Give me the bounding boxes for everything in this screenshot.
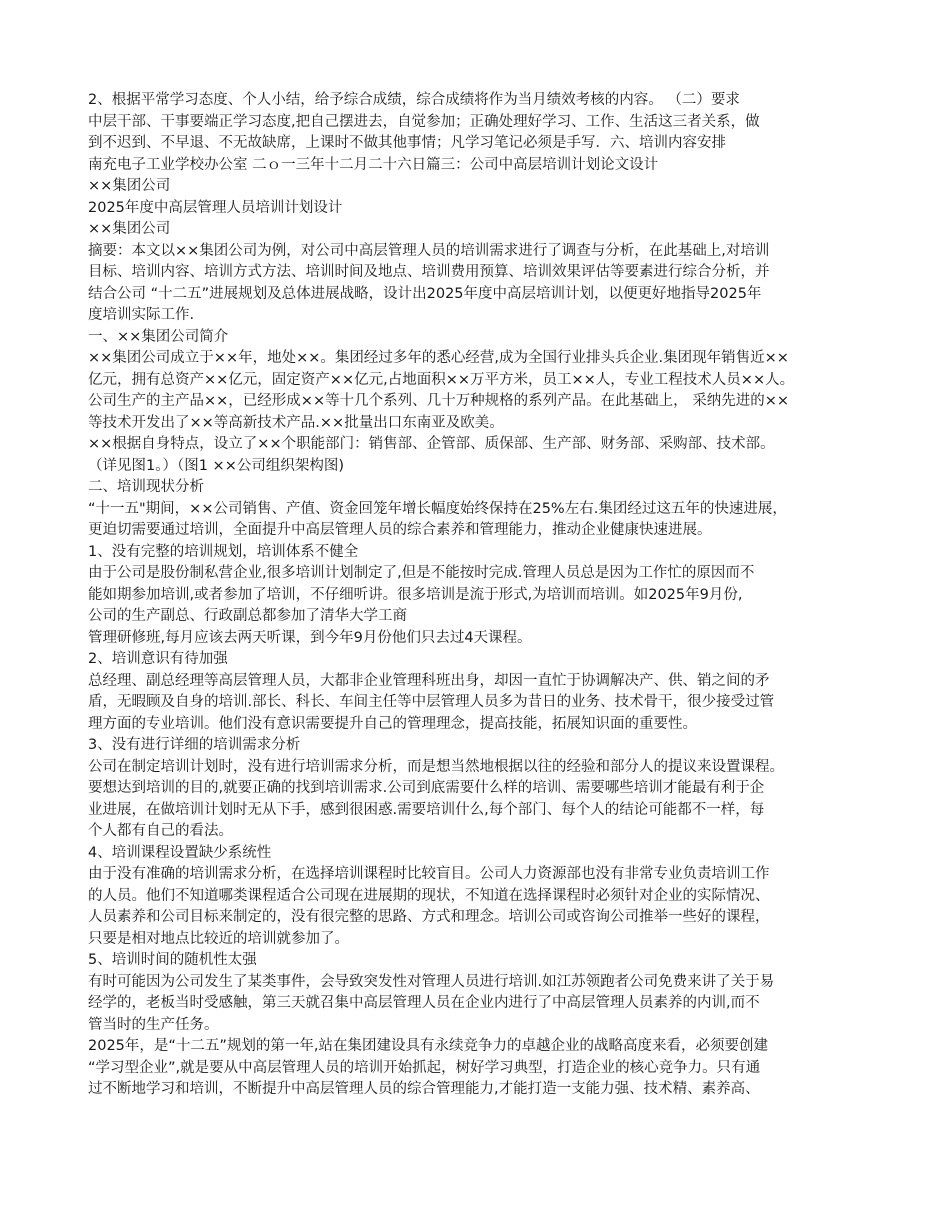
text-line: 到不迟到、不早退、不无故缺席，上课时不做其他事情；凡学习笔记必须是手写．六、培训内容安排	[88, 135, 726, 151]
text-line: 管理研修班,每月应该去两天听课，到今年9月份他们只去过4天课程。	[88, 629, 532, 646]
text-line: 公司的生产副总、行政副总都参加了清华大学工商	[88, 608, 407, 624]
text-line: 2、培训意识有待加强	[88, 651, 228, 667]
text-line: 有时可能因为公司发生了某类事件，会导致突发性对管理人员进行培训.如江苏领跑者公司免费来讲了关于易	[88, 973, 775, 990]
text-line: 一、××集团公司简介	[88, 328, 229, 345]
text-line: 个人都有自己的看法。	[88, 823, 233, 839]
text-line: 盾，无暇顾及自身的培训.部长、科长、车间主任等中层管理人员多为昔日的业务、技术骨干，很少接受过管	[88, 694, 775, 710]
text-line: ××集团公司成立于××年，地处××。集团经过多年的悉心经营,成为全国行业排头兵企业.集团现年销售近××	[88, 350, 789, 366]
text-line: 等技术开发出了××等高新技术产品.××批量出口东南亚及欧美。	[88, 414, 504, 431]
text-line: 经学的，老板当时受感触，第三天就召集中高层管理人员在企业内进行了中高层管理人员素养的内训,而不	[88, 995, 760, 1011]
text-line: 结合公司 “十二五”进展规划及总体进展战略，设计出2025年度中高层培训计划，以便更好地指导2025年	[88, 285, 762, 302]
text-line: 人员素养和公司目标来制定的，没有很完整的思路、方式和理念。培训公司或咨询公司推举一些好的课程，	[88, 909, 770, 925]
text-line: 总经理、副总经理等高层管理人员，大都非企业管理科班出身，却因一直忙于协调解决产、供、销之间的矛	[88, 672, 770, 689]
text-line: 目标、培训内容、培训方式方法、培训时间及地点、培训费用预算、培训效果评估等要素进行综合分析，并	[88, 264, 770, 280]
text-line: 4、培训课程设置缺少系统性	[88, 844, 272, 861]
text-line: 摘要：本文以××集团公司为例，对公司中高层管理人员的培训需求进行了调查与分析，在此基础上,对培训	[88, 242, 770, 259]
text-line: 的人员。他们不知道哪类课程适合公司现在进展期的现状，不知道在选择课程时必须针对企业的实际情况、	[88, 887, 770, 904]
text-line: 二、培训现状分析	[88, 479, 204, 495]
text-line: 管当时的生产任务。	[88, 1016, 219, 1033]
text-line: 由于公司是股份制私营企业,很多培训计划制定了,但是不能按时完成.管理人员总是因为工作忙的原因而不	[88, 565, 755, 581]
text-line: 业进展，在做培训计划时无从下手，感到很困惑.需要培训什么,每个部门、每个人的结论可能都不一样，每	[88, 801, 765, 818]
text-line: 中层干部、干事要端正学习态度,把自己摆进去，自觉参加；正确处理好学习、工作、生活这三者关系，做	[88, 113, 760, 130]
text-line: “学习型企业”,就是要从中高层管理人员的培训开始抓起，树好学习典型，打造企业的核心竞争力。只有通	[88, 1059, 761, 1076]
text-line: （详见图1。）（图1 ××公司组织架构图)	[88, 457, 345, 474]
text-line: 只要是相对地点比较近的培训就参加了。	[88, 930, 349, 947]
text-line: 5、培训时间的随机性太强	[88, 952, 257, 968]
text-line: ××集团公司	[88, 178, 171, 194]
text-line: 南充电子工业学校办公室 二ｏ一三年十二月二十六日篇三：公司中高层培训计划论文设计	[88, 156, 659, 173]
text-line: ××根据自身特点，设立了××个职能部门：销售部、企管部、质保部、生产部、财务部、采购部、技术部。	[88, 436, 775, 452]
text-line: 亿元，拥有总资产××亿元，固定资产××亿元,占地面积××万平方米，员工××人，专业工程技术人员××人。	[88, 371, 795, 388]
text-line: ××集团公司	[88, 221, 171, 237]
text-line: 2025年，是“十二五”规划的第一年,站在集团建设具有永续竞争力的卓越企业的战略高度来看，必须要创建	[88, 1038, 769, 1054]
text-line: 要想达到培训的目的,就要正确的找到培训需求.公司到底需要什么样的培训、需要哪些培训才能最有利于企	[88, 780, 765, 796]
text-line: 1、没有完整的培训规划，培训体系不健全	[88, 543, 359, 560]
text-line: “十一五"期间，××公司销售、产值、资金回笼年增长幅度始终保持在25%左右.集团经过这五年的快速进展，	[88, 500, 787, 517]
text-line: 过不断地学习和培训，不断提升中高层管理人员的综合管理能力,才能打造一支能力强、技术精、素养高、	[88, 1081, 760, 1097]
text-line: 2025年度中高层管理人员培训计划设计	[88, 199, 343, 216]
text-line: 度培训实际工作.	[88, 307, 195, 323]
text-line: 公司在制定培训计划时，没有进行培训需求分析，而是想当然地根据以往的经验和部分人的提议来设置课程。	[88, 758, 784, 775]
text-line: 3、没有进行详细的培训需求分析	[88, 737, 301, 753]
text-line: 公司生产的主产品××，已经形成××等十几个系列、几十万种规格的系列产品。在此基础上， 采纳先进的××	[88, 393, 790, 409]
text-line: 由于没有准确的培训需求分析，在选择培训课程时比较盲目。公司人力资源部也没有非常专业负责培训工作	[88, 866, 770, 882]
text-line: 2、根据平常学习态度、个人小结，给予综合成绩，综合成绩将作为当月绩效考核的内容。 （二）要求	[88, 92, 740, 108]
text-line: 理方面的专业培训。他们没有意识需要提升自己的管理理念，提高技能，拓展知识面的重要性。	[88, 715, 697, 732]
text-line: 能如期参加培训,或者参加了培训，不仔细听讲。很多培训是流于形式,为培训而培训。如2025年9月份,	[88, 586, 743, 603]
text-line: 更迫切需要通过培训，全面提升中高层管理人员的综合素养和管理能力，推动企业健康快速进展。	[88, 522, 712, 538]
